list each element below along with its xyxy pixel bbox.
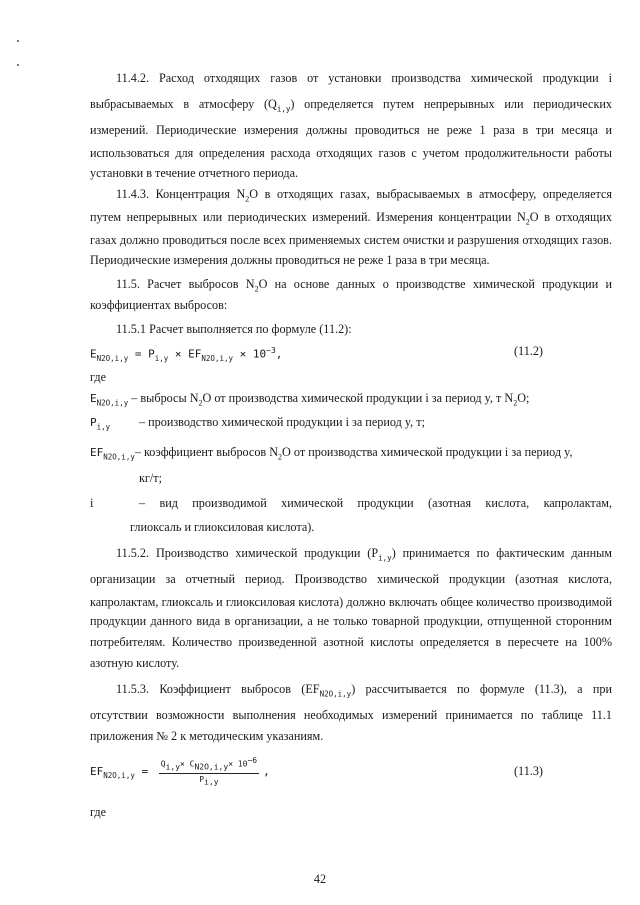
paragraph-11-5-2-line: организации за отчетный период. Производство химической продукции (азотная кислота, [90, 572, 612, 586]
definition-product-type: глиоксаль и глиоксиловая кислота). [130, 520, 315, 534]
paragraph-11-5-2-line: продукции данного вида в организации, а не только товарной продукции, отпущенной сторонним [90, 614, 612, 628]
formula-11-3-number: (11.3) [514, 764, 543, 778]
paragraph-11-5-2-line: потребителям. Количество произведенной азотной кислоты определяется в пересчете на 100% [90, 635, 612, 649]
paragraph-11-5-3-line: 11.5.3. Коэффициент выбросов $(EF_{N2O,i,y})$ рассчитывается по формуле (11.3), а при [116, 682, 612, 699]
paragraph-11-5-2-line: 11.5.2. Производство химической продукции $(P_{i,y})$ принимается по фактическим данным [116, 546, 612, 563]
fraction-numerator: $Q_{i,y}\times C_{N2O,i,y}\times 10^{-6}$ [159, 756, 259, 774]
paragraph-11-4-3-line: газах должно проводиться после всех применяемых систем очистки и разрушения отходящих газов. [90, 233, 612, 247]
paragraph-11-5-2-line: капролактам, глиоксаль и глиоксиловая кислота) должно включать общее количество производимой [90, 595, 612, 609]
paragraph-11-4-2-line: использоваться для определения расхода отходящих газов с учетом продолжительности работы [90, 146, 612, 160]
definition-emission-factor: $EF_{N2O,i,y}-$ коэффициент выбросов $N_2O$ от производства химической продукции i за период y, [90, 445, 573, 462]
paragraph-11-4-3-line: путем непрерывных или периодических измерений. Измерения концентрации $N_2O$ в отходящих [90, 210, 612, 227]
scan-speck [17, 64, 19, 66]
paragraph-11-5-2-line: азотную кислоту. [90, 656, 180, 670]
paragraph-11-5-line: 11.5. Расчет выбросов $N_2O$ на основе данных о производстве химической продукции и [116, 277, 612, 294]
scan-speck [17, 40, 19, 42]
paragraph-11-4-2-line: установки в течение отчетного периода. [90, 166, 299, 180]
definition-product-type: – вид производимой химической продукции (азотная кислота, капролактам, [139, 496, 612, 510]
formula-11-2: $E_{N2O,i,y} = P_{i,y} \times EF_{N2O,i,y} \times 10^{-3}$, [90, 346, 283, 363]
definition-production: $P_{i,y}$ [90, 416, 111, 432]
paragraph-11-5-1: 11.5.1 Расчет выполняется по формуле (11.2): [116, 322, 352, 336]
paragraph-11-4-2-line: измерений. Периодические измерения должны проводиться не реже 1 раза в три месяца и [90, 123, 612, 137]
paragraph-11-4-2-line: 11.4.2. Расход отходящих газов от установки производства химической продукции i [116, 71, 612, 85]
definition-product-type-symbol: i [90, 496, 94, 510]
fraction-denominator: $P_{i,y}$ [199, 775, 219, 787]
paragraph-11-5-3-line: отсутствии возможности выполнения необходимых измерений принимается по таблице 11.1 [90, 708, 612, 722]
where-label: где [90, 370, 107, 384]
where-label: где [90, 805, 107, 819]
formula-11-3: $EF_{N2O,i,y}$ = $\frac{Q_{i,y}\times C_{N2O,i,y}\times 10^{-6}}{P_{i,y}}$ , [90, 756, 270, 787]
paragraph-11-4-2-line: выбрасываемых в атмосферу $(Q_{i,y})$ определяется путем непрерывных или периодических [90, 97, 612, 114]
formula-11-2-number: (11.2) [514, 344, 543, 358]
definition-emissions: $E_{N2O,i,y}$ – выбросы $N_2O$ от производства химической продукции i за период y, т $N_2O$; [90, 391, 530, 408]
paragraph-11-5-3-line: приложения № 2 к методическим указаниям. [90, 729, 324, 743]
formula-11-3-fraction [159, 756, 259, 788]
paragraph-11-5-line: коэффициентах выбросов: [90, 298, 228, 312]
page-number: 42 [313, 872, 327, 886]
paragraph-11-4-3-line: 11.4.3. Концентрация $N_2O$ в отходящих газах, выбрасываемых в атмосферу, определяется [116, 187, 613, 204]
paragraph-11-4-3-line: Периодические измерения должны проводиться не реже 1 раза в три месяца. [90, 253, 490, 267]
definition-emission-factor-unit: кг/т; [139, 471, 163, 485]
definition-production-text: – производство химической продукции i за период y, т; [139, 415, 425, 429]
